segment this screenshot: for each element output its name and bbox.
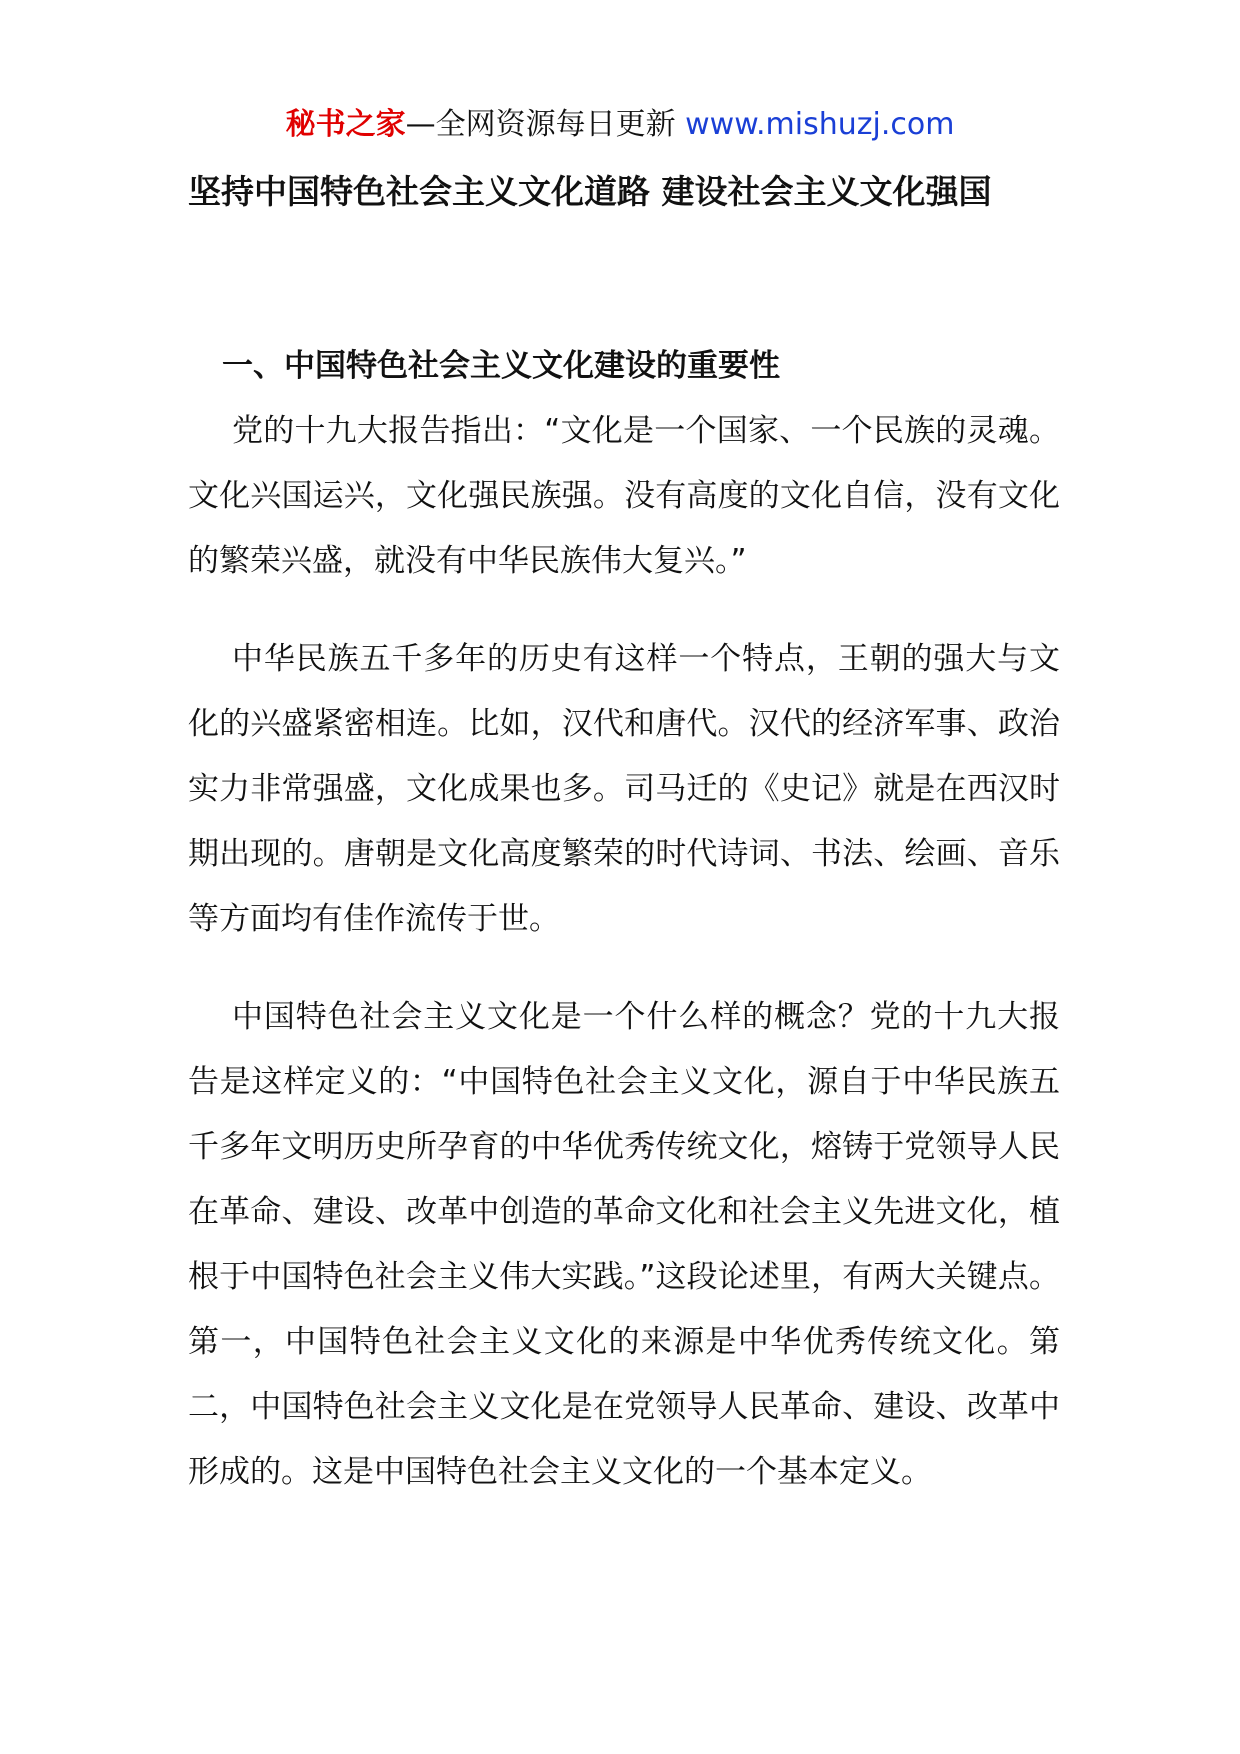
brand-name: 秘书之家 xyxy=(285,107,406,142)
banner-tagline: —全网资源每日更新 xyxy=(405,107,686,142)
paragraph-2: 中华民族五千多年的历史有这样一个特点，王朝的强大与文化的兴盛紧密相连。比如，汉代和唐代。汉代的经济军事、政治实力非常强盛，文化成果也多。司马迁的《史记》就是在西汉时期出现的。唐朝是文化高度繁荣的时代诗词、书法、绘画、音乐等方面均有佳作流传于世。 xyxy=(188,641,1060,937)
document-body xyxy=(188,341,1060,1538)
paragraph-3: 中国特色社会主义文化是一个什么样的概念？党的十九大报告是这样定义的：“中国特色社会主义文化，源自于中华民族五千多年文明历史所孕育的中华优秀传统文化，熔铸于党领导人民在革命、建设、改革中创造的革命文化和社会主义先进文化，植根于中国特色社会主义伟大实践。”这段论述里，有两大关键点。第一，中国特色社会主义文化的来源是中华优秀传统文化。第二，中国特色社会主义文化是在党领导人民革命、建设、改革中形成的。这是中国特色社会主义文化的一个基本定义。 xyxy=(188,999,1060,1490)
site-url-link[interactable]: www.mishuzj.com xyxy=(685,107,955,142)
document-title: 坚持中国特色社会主义文化道路 建设社会主义文化强国 xyxy=(188,172,992,211)
paragraph-1: 党的十九大报告指出：“文化是一个国家、一个民族的灵魂。文化兴国运兴，文化强民族强。没有高度的文化自信，没有文化的繁荣兴盛，就没有中华民族伟大复兴。” xyxy=(188,413,1060,579)
site-banner xyxy=(0,100,1240,150)
section-heading: 一、中国特色社会主义文化建设的重要性 xyxy=(222,348,780,384)
